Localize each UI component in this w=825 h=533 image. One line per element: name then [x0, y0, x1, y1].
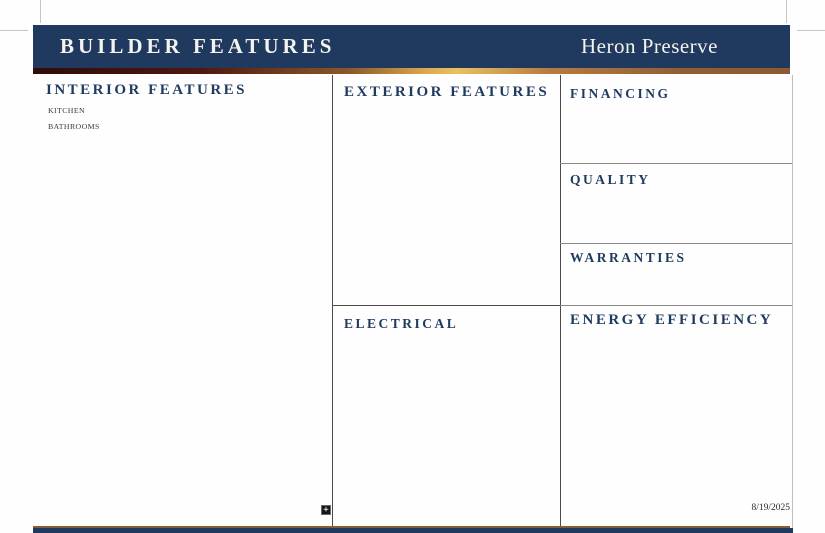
crop-mark-top-right-horizontal — [797, 30, 825, 31]
crop-mark-top-right-vertical — [786, 0, 787, 23]
right-edge-rule — [792, 75, 793, 528]
quality-heading: QUALITY — [570, 172, 651, 187]
warranties-heading: WARRANTIES — [570, 250, 687, 265]
bathrooms-group-label: BATHROOMS — [48, 122, 100, 131]
column-divider-right — [560, 75, 561, 528]
kitchen-group-label: KITCHEN — [48, 106, 86, 115]
exterior-features-heading: EXTERIOR FEATURES — [344, 84, 550, 100]
crop-mark-top-left-vertical — [40, 0, 41, 23]
electrical-section-divider — [332, 305, 560, 306]
quality-warranties-divider — [560, 243, 792, 244]
footer-navy-bar — [33, 528, 793, 533]
column-divider-left — [332, 75, 333, 528]
section-warranties — [570, 250, 786, 273]
section-energy-efficiency — [570, 312, 786, 336]
page-title: BUILDER FEATURES — [60, 34, 336, 58]
warranties-energy-divider — [560, 305, 792, 306]
section-financing — [570, 86, 786, 109]
community-name: Heron Preserve — [580, 34, 718, 58]
section-electrical — [344, 316, 554, 339]
section-exterior-features — [344, 84, 554, 108]
section-quality — [570, 172, 786, 195]
interior-features-heading: INTERIOR FEATURES — [46, 82, 248, 98]
energy-efficiency-heading: ENERGY EFFICIENCY — [570, 312, 774, 328]
date-stamp: 8/19/2025 — [751, 503, 790, 513]
expand-button[interactable]: + — [321, 505, 331, 515]
header-gradient-rule — [33, 68, 790, 74]
header-banner — [33, 25, 790, 68]
financing-quality-divider — [560, 163, 792, 164]
financing-heading: FINANCING — [570, 86, 671, 101]
section-interior-features — [46, 82, 334, 132]
electrical-heading: ELECTRICAL — [344, 316, 459, 331]
crop-mark-top-left-horizontal — [0, 30, 28, 31]
